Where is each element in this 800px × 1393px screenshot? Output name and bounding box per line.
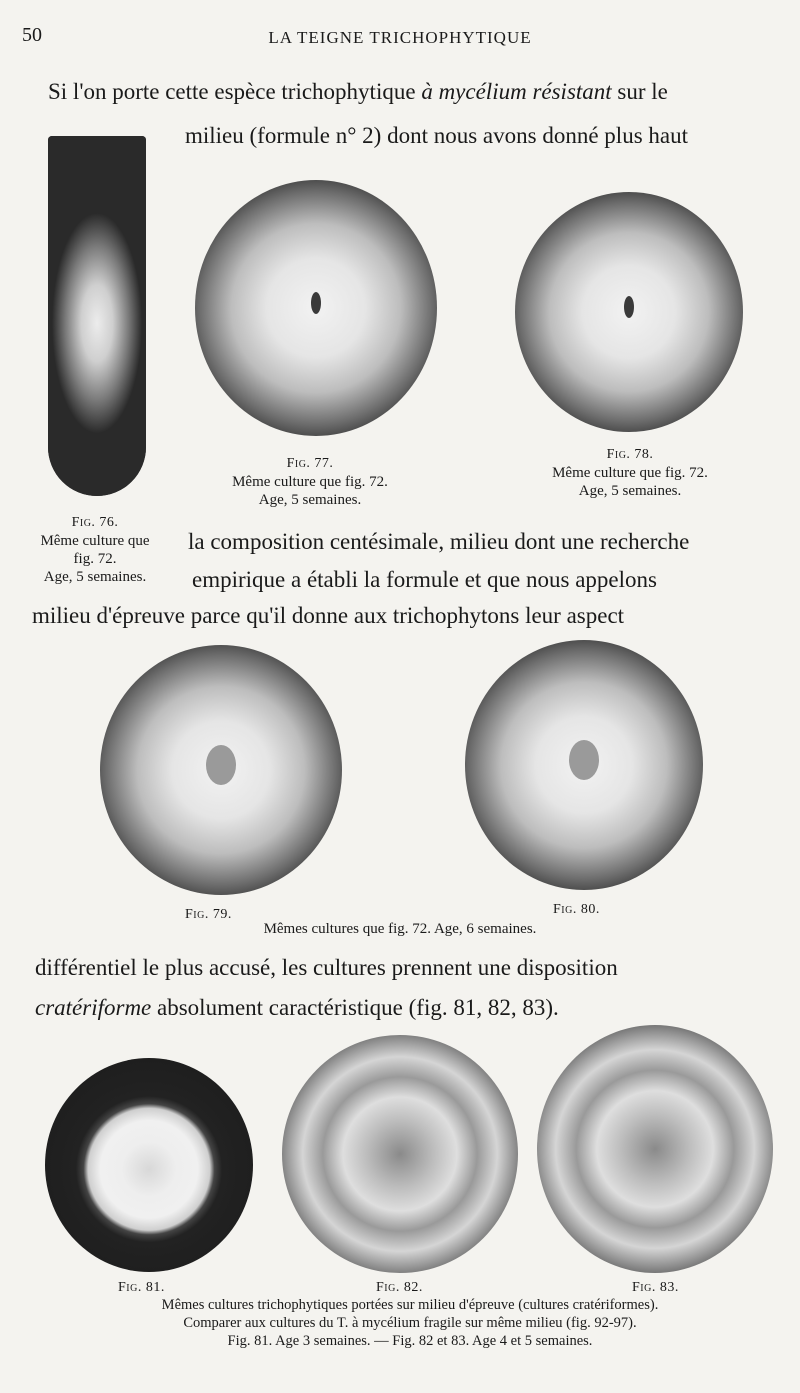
fig-76-caption bbox=[20, 514, 170, 586]
fig-81-83-caption-line-3: Fig. 81. Age 3 semaines. — Fig. 82 et 83. Age 4 et 5 semaines. bbox=[227, 1333, 593, 1349]
body-line-6: différentiel le plus accusé, les cultures prennent une disposition bbox=[35, 955, 618, 980]
body-line-7-italic: cratériforme bbox=[35, 995, 152, 1020]
fig-81-83-caption-line-2: Comparer aux cultures du T. à mycélium fragile sur même milieu (fig. 92-97). bbox=[183, 1315, 637, 1331]
fig-81-83-caption-line-1: Mêmes cultures trichophytiques portées sur milieu d'épreuve (cultures cratériformes). bbox=[161, 1297, 659, 1313]
fig-81-label bbox=[118, 1278, 165, 1297]
fig-79-petri-dish bbox=[100, 645, 342, 895]
fig-78-line-2: Age, 5 semaines. bbox=[578, 483, 682, 499]
fig-81-label-text: Fig. 81. bbox=[118, 1280, 165, 1295]
fig-83-label bbox=[632, 1278, 679, 1297]
fig-81-petri-dish bbox=[45, 1058, 253, 1272]
fig-80-center bbox=[569, 740, 599, 780]
fig-76-tube-culture bbox=[48, 136, 146, 496]
running-title: LA TEIGNE TRICHOPHYTIQUE bbox=[268, 28, 532, 47]
fig-77-caption bbox=[210, 455, 410, 509]
fig-78-caption bbox=[525, 446, 735, 500]
body-line-5: milieu d'épreuve parce qu'il donne aux trichophytons leur aspect bbox=[32, 603, 625, 628]
body-line-4: empirique a établi la formule et que nous appelons bbox=[192, 567, 657, 592]
body-line-2: milieu (formule n° 2) dont nous avons donné plus haut bbox=[185, 123, 688, 148]
fig-76-label: Fig. 76. bbox=[71, 515, 119, 530]
fig-76-line-3: Age, 5 semaines. bbox=[43, 569, 147, 585]
fig-82-petri-dish bbox=[282, 1035, 518, 1273]
fig-80-petri-dish bbox=[465, 640, 703, 890]
fig-80-label bbox=[553, 900, 600, 919]
body-line-7-text: absolument caractéristique (fig. 81, 82, 83). bbox=[157, 995, 559, 1020]
fig-78-line-1: Même culture que fig. 72. bbox=[552, 465, 708, 481]
body-line-1-italic: à mycélium résistant bbox=[421, 79, 612, 104]
fig-80-label-text: Fig. 80. bbox=[553, 902, 600, 917]
fig-83-label-text: Fig. 83. bbox=[632, 1280, 679, 1295]
body-line-1-end: sur le bbox=[617, 79, 668, 104]
fig-83-petri-dish bbox=[537, 1025, 773, 1273]
fig-79-label-text: Fig. 79. bbox=[185, 907, 232, 922]
fig-78-label: Fig. 78. bbox=[606, 447, 654, 462]
fig-82-label bbox=[376, 1278, 423, 1297]
fig-77-line-2: Age, 5 semaines. bbox=[258, 492, 362, 508]
fig-77-petri-dish bbox=[195, 180, 437, 436]
fig-77-center bbox=[311, 292, 321, 314]
fig-77-label: Fig. 77. bbox=[286, 456, 334, 471]
page-number: 50 bbox=[22, 24, 42, 46]
fig-81-83-caption bbox=[0, 1296, 800, 1350]
fig-79-80-caption: Mêmes cultures que fig. 72. Age, 6 semaines. bbox=[263, 921, 537, 937]
body-line-7 bbox=[35, 996, 559, 1019]
fig-78-petri-dish bbox=[515, 192, 743, 432]
fig-82-label-text: Fig. 82. bbox=[376, 1280, 423, 1295]
body-line-1 bbox=[48, 80, 668, 103]
fig-76-line-1: Même culture que bbox=[40, 533, 150, 549]
body-line-1-text: Si l'on porte cette espèce trichophytique bbox=[48, 79, 416, 104]
fig-77-line-1: Même culture que fig. 72. bbox=[232, 474, 388, 490]
fig-76-line-2: fig. 72. bbox=[73, 551, 117, 567]
fig-79-center bbox=[206, 745, 236, 785]
body-line-3: la composition centésimale, milieu dont une recherche bbox=[188, 529, 690, 554]
fig-78-center bbox=[624, 296, 634, 318]
